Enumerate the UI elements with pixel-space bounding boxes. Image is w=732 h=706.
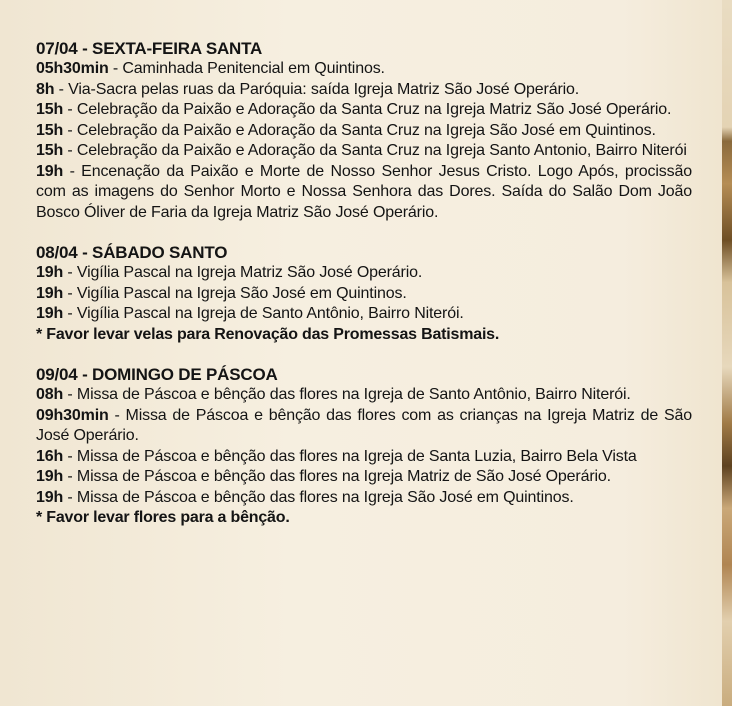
schedule-entry — [36, 59, 692, 80]
entry-text: - Missa de Páscoa e bênção das flores na Igreja São José em Quintinos. — [63, 488, 574, 506]
entry-time: 19h — [36, 284, 64, 302]
section-sabado-santo — [36, 242, 692, 345]
section-sexta-feira-santa — [36, 38, 692, 223]
schedule-entry — [36, 488, 692, 509]
entry-time: 19h — [36, 488, 64, 506]
section-heading: 07/04 - SEXTA-FEIRA SANTA — [36, 39, 263, 58]
entry-time: 15h — [36, 101, 64, 118]
entry-time: 09h30min — [36, 406, 109, 424]
entry-time: 8h — [36, 80, 55, 98]
entry-time: 08h — [36, 386, 64, 403]
section-note: * Favor levar flores para a bênção. — [36, 509, 290, 526]
schedule-entry — [36, 80, 692, 101]
schedule-entry — [36, 467, 692, 488]
entry-text: - Missa de Páscoa e bênção das flores na Igreja de Santo Antônio, Bairro Niterói. — [63, 386, 631, 403]
entry-time: 05h30min — [36, 60, 109, 77]
entry-text: - Caminhada Penitencial em Quintinos. — [108, 60, 385, 77]
schedule-entry — [36, 141, 692, 162]
section-note: * Favor levar velas para Renovação das Promessas Batismais. — [36, 325, 500, 343]
entry-text: - Vigília Pascal na Igreja de Santo Antônio, Bairro Niterói. — [63, 305, 464, 322]
entry-time: 19h — [36, 162, 64, 180]
photo-edge-strip — [722, 0, 732, 706]
section-heading: 09/04 - DOMINGO DE PÁSCOA — [36, 365, 278, 384]
entry-time: 19h — [36, 305, 64, 322]
entry-text: - Missa de Páscoa e bênção das flores na Igreja Matriz de São José Operário. — [63, 468, 611, 485]
entry-text: - Missa de Páscoa e bênção das flores na Igreja de Santa Luzia, Bairro Bela Vista — [63, 447, 637, 465]
entry-time: 16h — [36, 447, 64, 465]
entry-text: - Via-Sacra pelas ruas da Paróquia: saída Igreja Matriz São José Operário. — [54, 80, 580, 98]
entry-text: - Celebração da Paixão e Adoração da Santa Cruz na Igreja São José em Quintinos. — [63, 121, 656, 139]
schedule-entry — [36, 162, 692, 224]
schedule-entry — [36, 447, 692, 468]
schedule-entry — [36, 304, 692, 325]
entry-text: - Encenação da Paixão e Morte de Nosso Senhor Jesus Cristo. Logo Após, procissão com as imagens do Senhor Morto e Nossa Senhora das Dores. Saída do Salão Dom João Bosco Óliver de Faria da Igreja Matriz São José Operário. — [36, 162, 692, 221]
entry-text: - Celebração da Paixão e Adoração da Santa Cruz na Igreja Santo Antonio, Bairro Niterói — [63, 142, 687, 159]
schedule-entry — [36, 284, 692, 305]
schedule-entry — [36, 121, 692, 142]
entry-text: - Celebração da Paixão e Adoração da Santa Cruz na Igreja Matriz São José Operário. — [63, 101, 672, 118]
entry-time: 19h — [36, 264, 64, 281]
entry-text: - Vigília Pascal na Igreja Matriz São José Operário. — [63, 264, 423, 281]
section-heading: 08/04 - SÁBADO SANTO — [36, 243, 228, 262]
schedule-entry — [36, 263, 692, 284]
entry-text: - Vigília Pascal na Igreja São José em Quintinos. — [63, 284, 407, 302]
entry-time: 15h — [36, 121, 64, 139]
entry-text: - Missa de Páscoa e bênção das flores com as crianças na Igreja Matriz de São José Operário. — [36, 406, 692, 444]
schedule-entry — [36, 100, 692, 121]
section-domingo-de-pascoa — [36, 364, 692, 529]
entry-time: 19h — [36, 468, 64, 485]
schedule-entry — [36, 385, 692, 406]
schedule-entry — [36, 406, 692, 447]
schedule-content — [36, 38, 692, 548]
entry-time: 15h — [36, 142, 64, 159]
